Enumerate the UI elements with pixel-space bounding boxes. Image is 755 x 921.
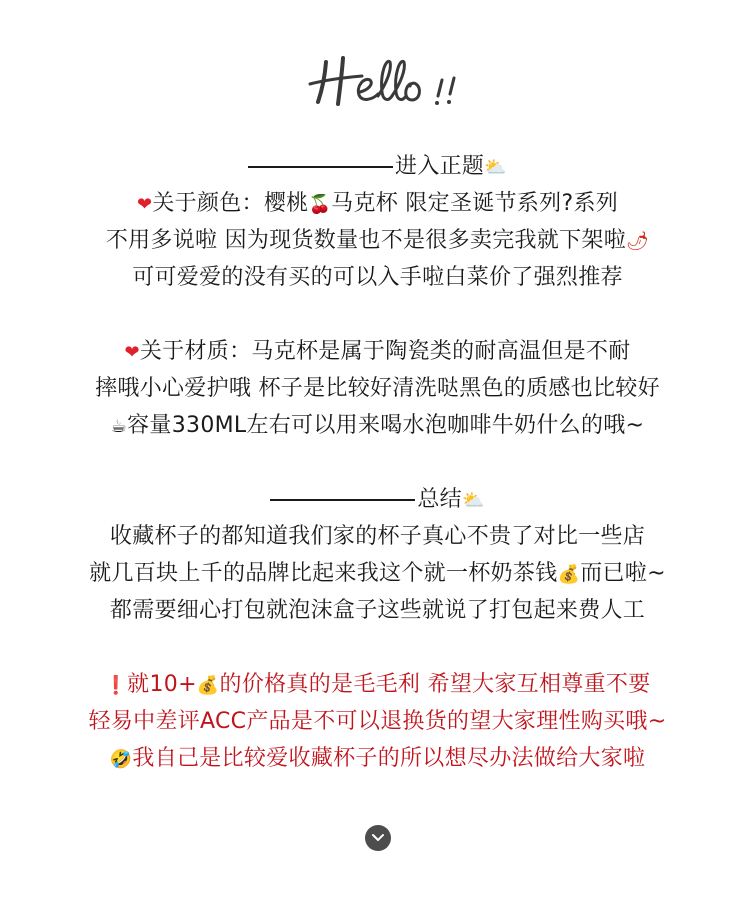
heart-icon: ❤ [136,193,153,215]
scroll-down-button[interactable] [365,825,391,851]
summary-line-1: 收藏杯子的都知道我们家的杯子真心不贵了对比一些店 [109,524,646,549]
material-line-3: ☕容量330ML左右可以用来喝水泡咖啡牛奶什么的哦~ [0,407,755,444]
money-bag-icon: 💰 [557,563,581,585]
laughing-face-icon: 🤣 [109,748,133,770]
material-line-2: 摔哦小心爱护哦 杯子是比较好清洗哒黑色的质感也比较好 [95,376,660,401]
cloud-icon: ⛅ [461,489,485,511]
intro-heading-line [0,148,755,185]
summary-line-2: 就几百块上千的品牌比起来我这个就一杯奶茶钱💰而已啦~ [0,555,755,592]
intro-heading: 进入正题 [395,154,485,179]
summary-heading-line [0,481,755,518]
exclamation-icon: ❗ [104,674,128,696]
cloud-icon: ⛅ [484,156,507,178]
heart-icon: ❤ [124,341,140,363]
coffee-icon: ☕ [110,415,128,437]
color-line-3: 可可爱爱的没有买的可以入手啦白菜价了强烈推荐 [132,265,623,290]
description-content [0,148,755,777]
notice-line-3: 🤣我自己是比较爱收藏杯子的所以想尽办法做给大家啦 [0,740,755,777]
chevron-down-icon [372,833,384,843]
color-line-1: ❤关于颜色：樱桃🍒马克杯 限定圣诞节系列?系列 [0,185,755,222]
hello-logo [0,40,755,110]
color-line-2: 不用多说啦 因为现货数量也不是很多卖完我就下架啦🌶 [0,222,755,259]
notice-line-1: ❗就10+💰的价格真的是毛毛利 希望大家互相尊重不要 [0,666,755,703]
divider-dash [248,166,393,168]
cherry-icon: 🍒 [308,193,332,215]
summary-line-3: 都需要细心打包就泡沫盒子这些就说了打包起来费人工 [109,598,646,623]
money-bag-icon: 💰 [196,674,220,696]
divider-dash [270,499,415,501]
material-line-1: ❤关于材质：马克杯是属于陶瓷类的耐高温但是不耐 [0,333,755,370]
summary-heading: 总结 [417,487,462,512]
notice-line-2: 轻易中差评ACC产品是不可以退换货的望大家理性购买哦~ [88,709,667,734]
chili-pepper-icon: 🌶 [626,230,650,252]
